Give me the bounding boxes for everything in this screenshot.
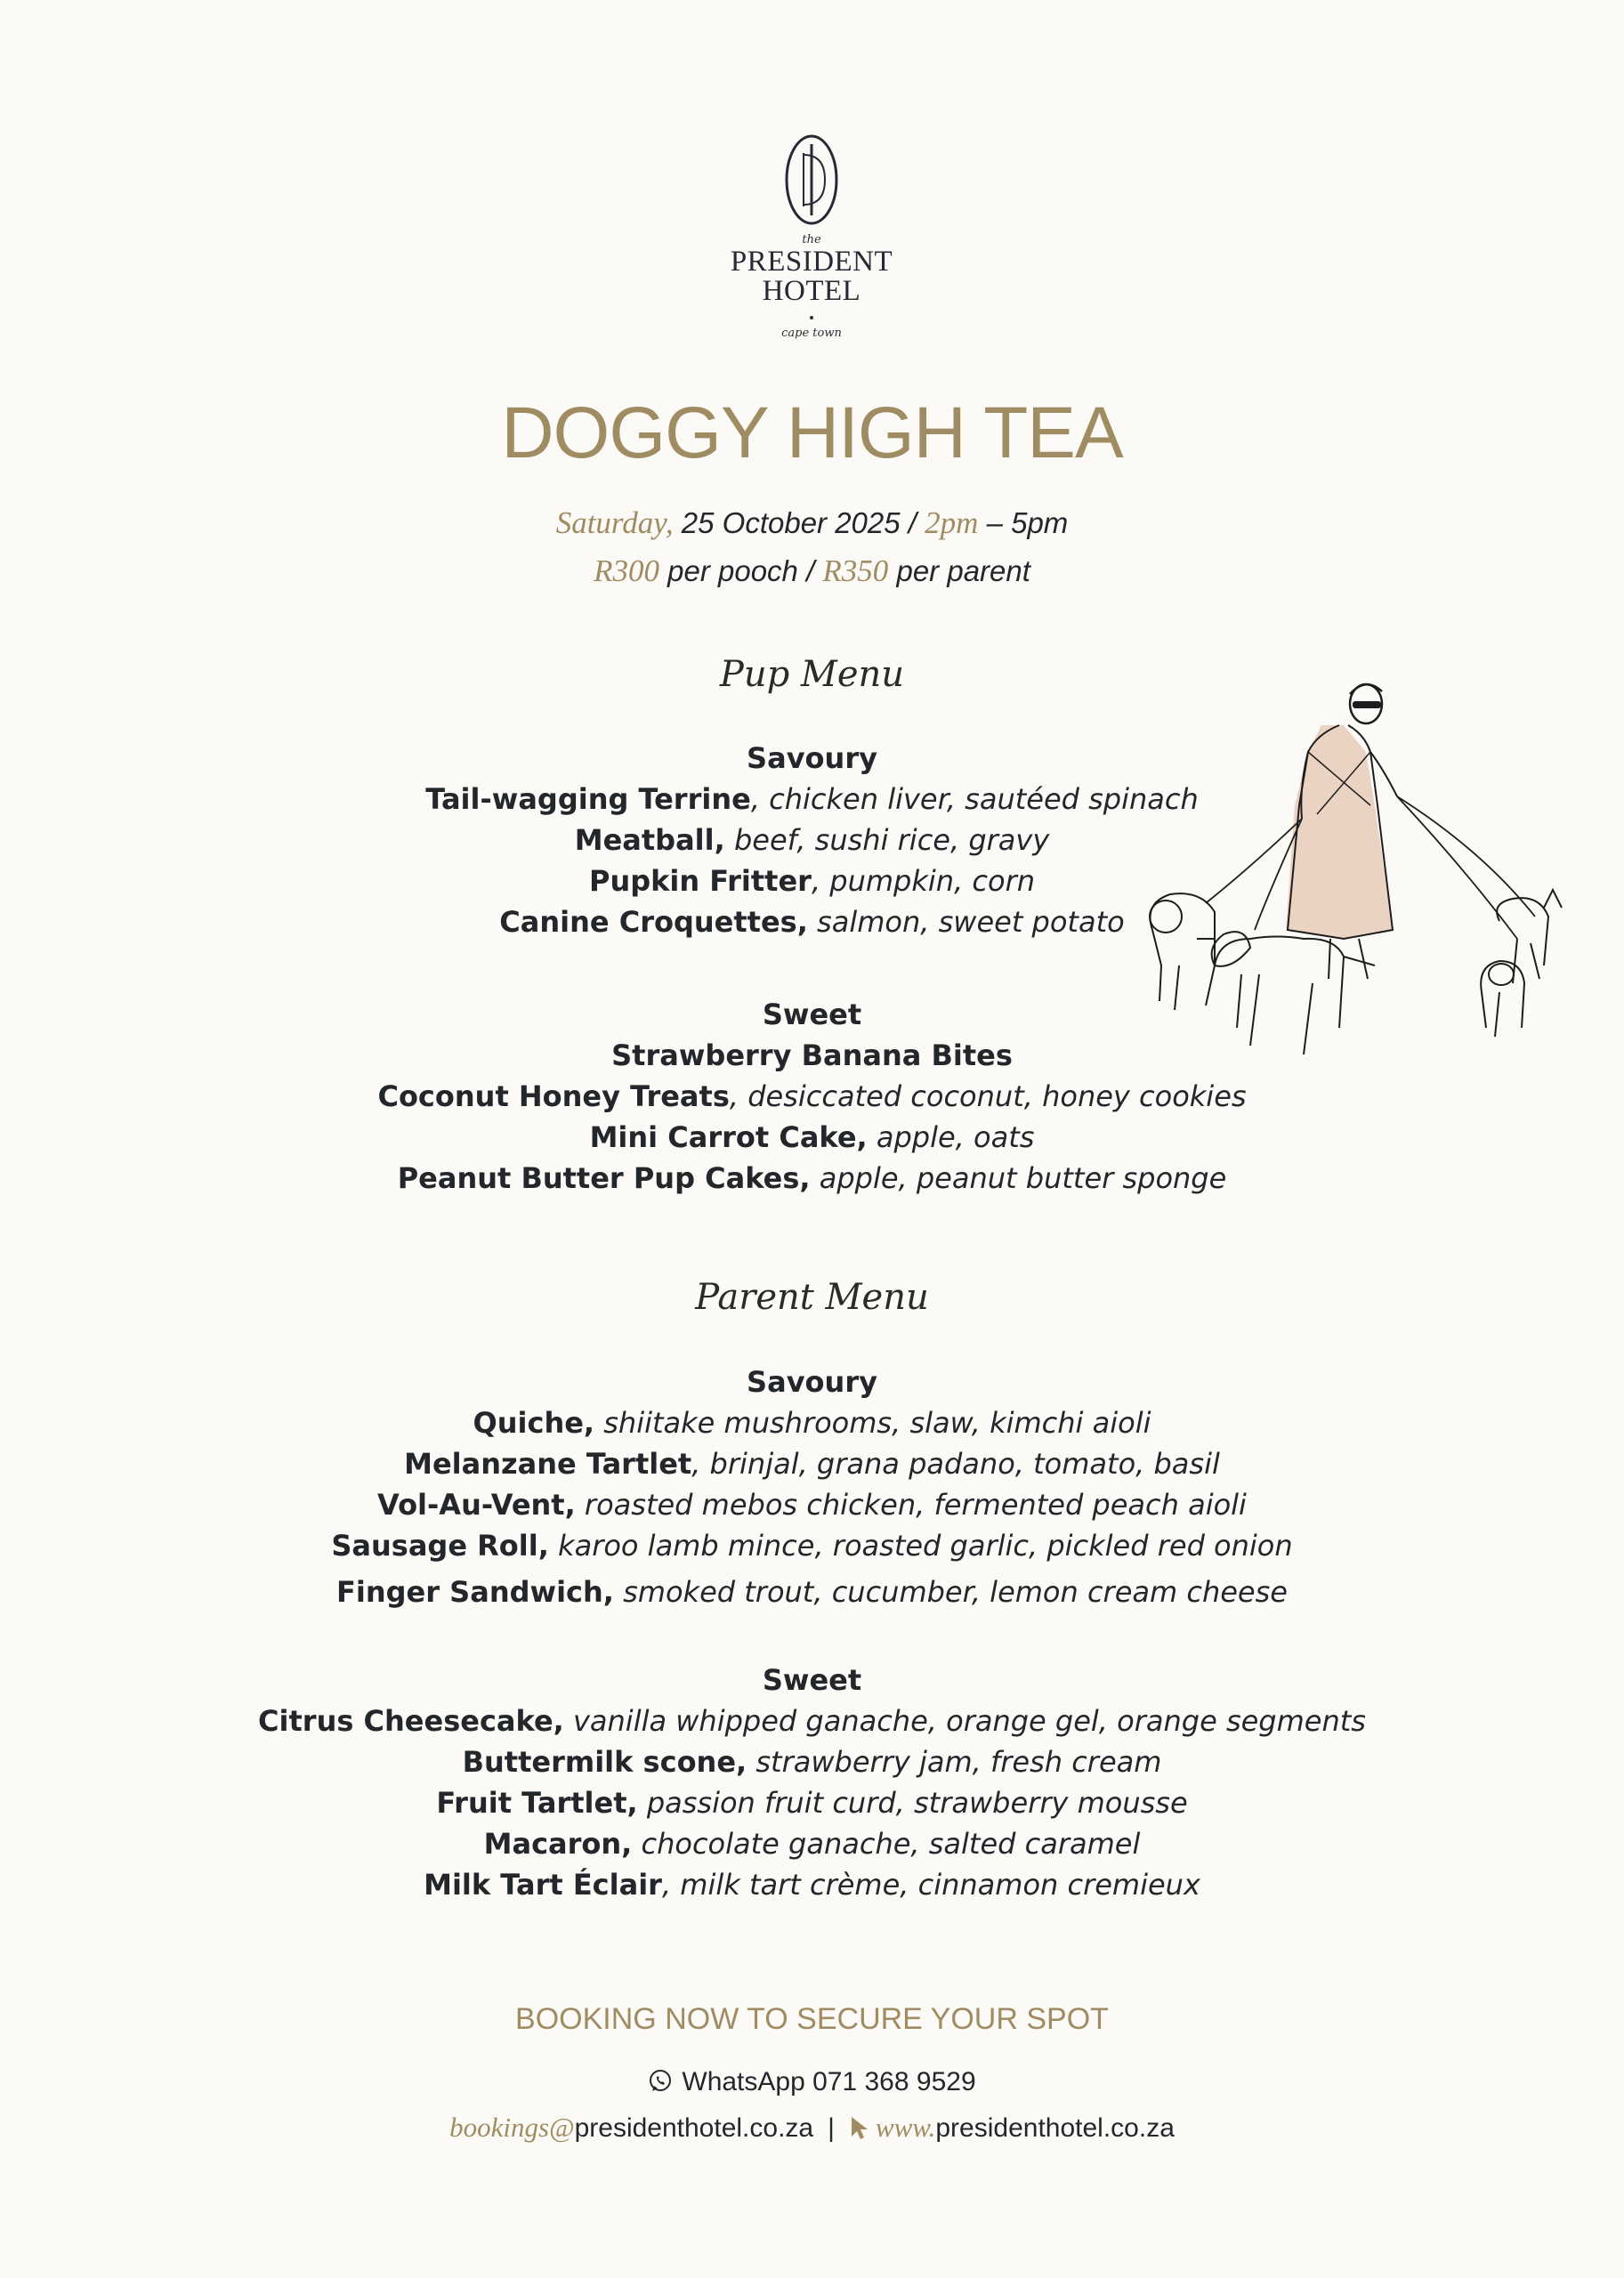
menu-item-name: Canine Croquettes,: [499, 905, 808, 939]
date-start: 2pm: [925, 505, 979, 540]
menu-item-name: Strawberry Banana Bites: [611, 1038, 1013, 1072]
parent-menu-title: Parent Menu: [695, 1277, 929, 1318]
menu-item-name: Buttermilk scone,: [462, 1745, 747, 1779]
menu-item-name: Quiche,: [473, 1406, 595, 1440]
menu-item-desc: apple, oats: [867, 1120, 1035, 1154]
whatsapp-number: WhatsApp 071 368 9529: [682, 2067, 976, 2096]
menu-item: [0, 1158, 1624, 1199]
parent-label: per parent: [888, 554, 1030, 587]
menu-item-desc: smoked trout, cucumber, lemon cream cheese: [613, 1575, 1288, 1609]
menu-item-name: Finger Sandwich,: [336, 1575, 614, 1609]
date-day: Saturday,: [555, 505, 674, 540]
logo-the: the: [802, 233, 821, 246]
pooch-label: per pooch /: [658, 554, 823, 587]
email-prefix: bookings@: [449, 2112, 575, 2143]
page-title: DOGGY HIGH TEA: [501, 392, 1123, 473]
menu-item-name: Macaron,: [483, 1827, 633, 1861]
pup-menu-title: Pup Menu: [719, 654, 905, 695]
contact-line: [0, 2112, 1624, 2144]
date-line: [0, 505, 1624, 541]
date-date: 25 October 2025 /: [673, 506, 925, 539]
menu-item: [0, 1782, 1624, 1823]
menu-item-desc: strawberry jam, fresh cream: [747, 1745, 1162, 1779]
section-heading: Sweet: [762, 998, 862, 1031]
logo-name-line2: HOTEL: [762, 275, 861, 307]
menu-item-desc: salmon, sweet potato: [807, 905, 1125, 939]
menu-item: [0, 1443, 1624, 1484]
logo-city: cape town: [781, 327, 842, 340]
menu-item: [0, 1700, 1624, 1741]
parent-sweet-section: [0, 1660, 1624, 1905]
cursor-arrow-icon: [849, 2115, 869, 2140]
menu-item-name: Milk Tart Éclair: [424, 1868, 662, 1902]
menu-item-desc: , milk tart crème, cinnamon cremieux: [661, 1868, 1200, 1902]
menu-item-name: Coconut Honey Treats: [377, 1079, 730, 1113]
section-heading: Savoury: [747, 1365, 877, 1399]
menu-item-desc: karoo lamb mince, roasted garlic, pickled red onion: [548, 1529, 1293, 1563]
logo-dot: [810, 316, 813, 319]
menu-item: [0, 1823, 1624, 1864]
web-domain: presidenthotel.co.za: [935, 2113, 1175, 2143]
menu-item-desc: passion fruit curd, strawberry mousse: [637, 1786, 1188, 1820]
menu-item-desc: shiitake mushrooms, slaw, kimchi aioli: [594, 1406, 1151, 1440]
pooch-price: R300: [594, 553, 659, 588]
parent-price: R350: [822, 553, 889, 588]
menu-item: [0, 1571, 1624, 1612]
price-line: [0, 553, 1624, 589]
menu-item-name: Vol-Au-Vent,: [377, 1488, 576, 1522]
hotel-logo: [723, 133, 901, 347]
date-end: – 5pm: [978, 506, 1069, 539]
menu-item: [0, 1402, 1624, 1443]
menu-item: [0, 1525, 1624, 1566]
menu-item-name: Melanzane Tartlet: [404, 1447, 692, 1481]
website-link[interactable]: [876, 2113, 1175, 2143]
menu-item-name: Pupkin Fritter: [588, 864, 812, 898]
menu-item: [0, 1864, 1624, 1905]
web-prefix: www.: [875, 2112, 936, 2143]
menu-item-desc: , desiccated coconut, honey cookies: [729, 1079, 1247, 1113]
woman-walking-dogs-illustration: [1126, 672, 1588, 1090]
menu-item-desc: chocolate ganache, salted caramel: [632, 1827, 1141, 1861]
contact-separator: |: [828, 2113, 835, 2143]
whatsapp-contact[interactable]: [0, 2067, 1624, 2097]
parent-savoury-section: [0, 1361, 1624, 1612]
menu-item-name: Sausage Roll,: [331, 1529, 549, 1563]
menu-item-desc: roasted mebos chicken, fermented peach aioli: [575, 1488, 1247, 1522]
menu-item: [0, 1117, 1624, 1158]
logo-name-line1: PRESIDENT: [730, 246, 893, 278]
menu-item-name: Fruit Tartlet,: [436, 1786, 638, 1820]
menu-item-desc: vanilla whipped ganache, orange gel, orange segments: [563, 1704, 1366, 1738]
menu-item-desc: apple, peanut butter sponge: [810, 1161, 1227, 1195]
email-domain: presidenthotel.co.za: [574, 2113, 814, 2143]
menu-item-name: Citrus Cheesecake,: [258, 1704, 564, 1738]
menu-item-name: Mini Carrot Cake,: [589, 1120, 868, 1154]
menu-item-name: Tail-wagging Terrine: [425, 782, 751, 816]
booking-call-to-action: BOOKING NOW TO SECURE YOUR SPOT: [515, 2002, 1109, 2036]
whatsapp-icon: [648, 2069, 673, 2094]
menu-item: [0, 1484, 1624, 1525]
menu-item-desc: , pumpkin, corn: [811, 864, 1036, 898]
section-heading: Sweet: [762, 1663, 862, 1697]
menu-item-name: Peanut Butter Pup Cakes,: [397, 1161, 811, 1195]
menu-item-desc: beef, sushi rice, gravy: [724, 823, 1050, 857]
logo-name: [723, 247, 901, 306]
menu-item-name: Meatball,: [574, 823, 725, 857]
monogram-logo-icon: [784, 133, 839, 227]
section-heading: Savoury: [747, 741, 877, 775]
email-link[interactable]: [449, 2113, 813, 2143]
menu-item: [0, 1741, 1624, 1782]
menu-item-desc: , brinjal, grana padano, tomato, basil: [691, 1447, 1220, 1481]
menu-item-desc: , chicken liver, sautéed spinach: [750, 782, 1199, 816]
